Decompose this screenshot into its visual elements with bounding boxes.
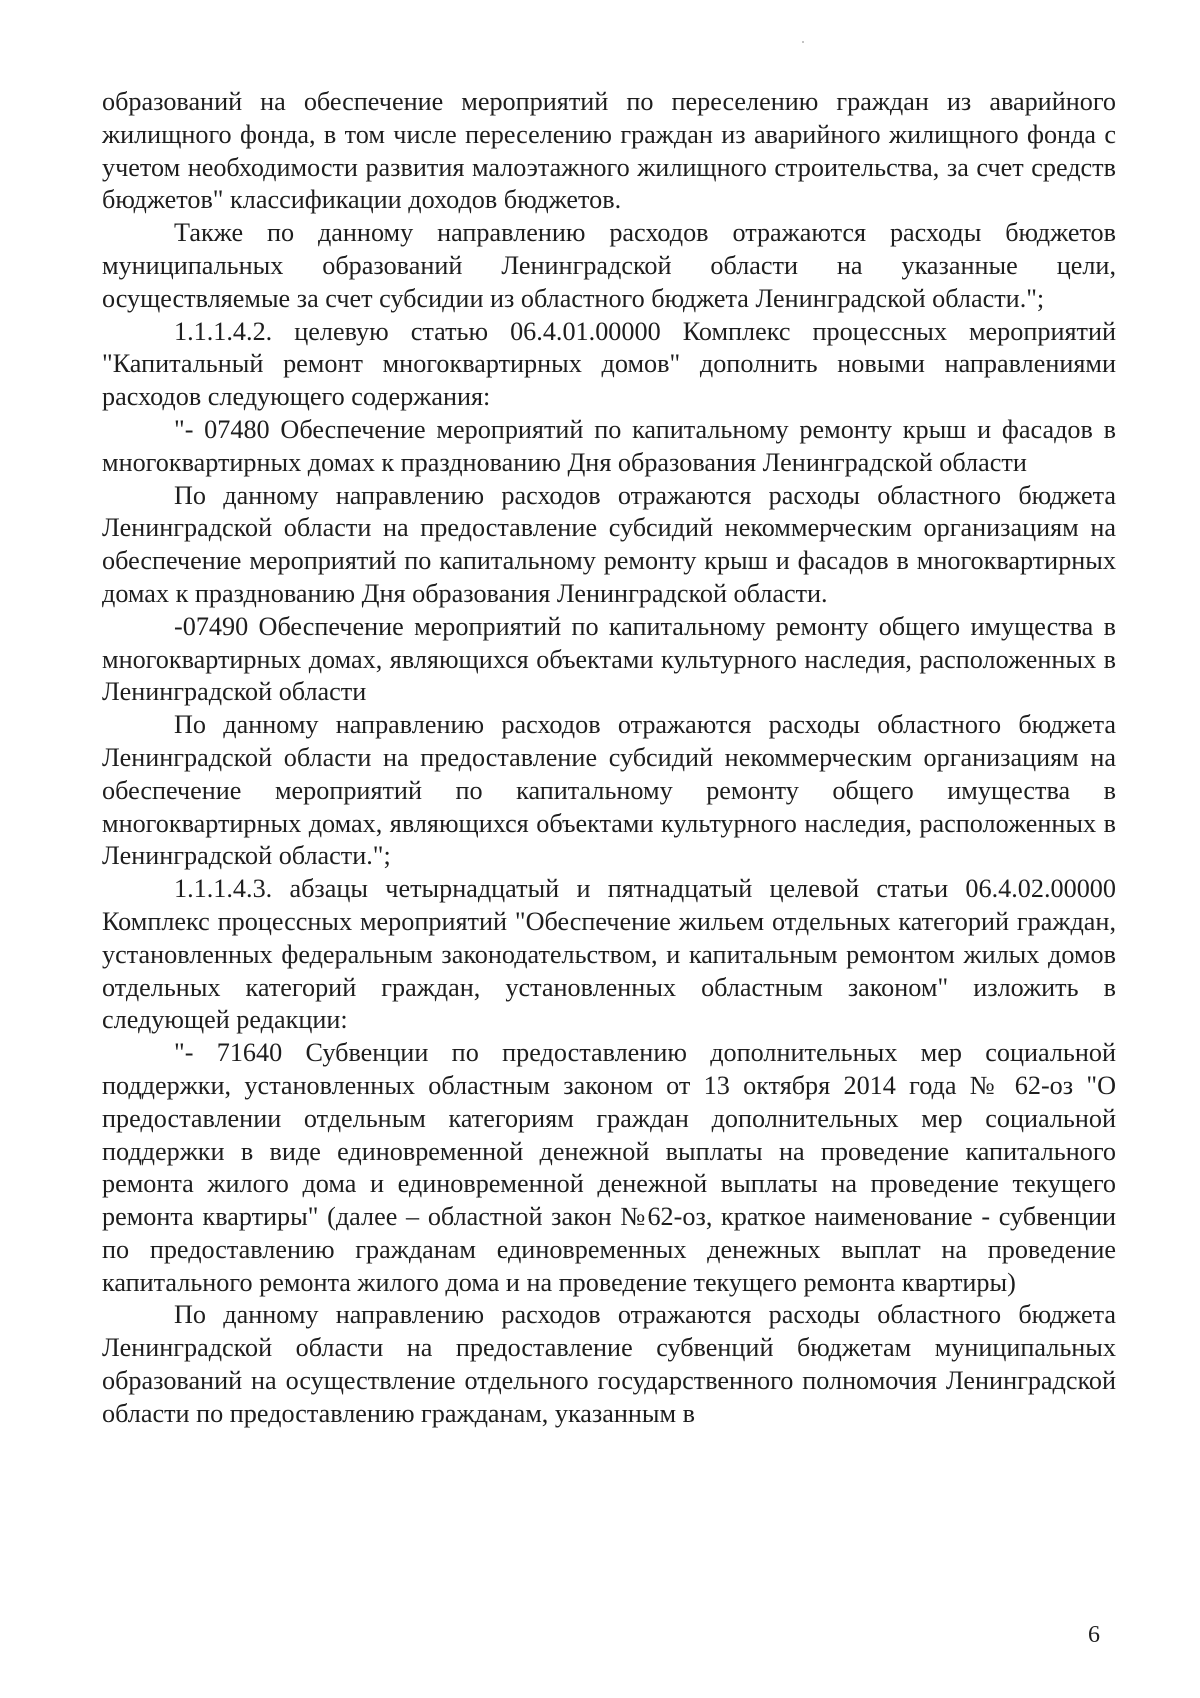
paragraph-3: 1.1.1.4.2. целевую статью 06.4.01.00000 Комплекс процессных мероприятий "Капитальный ремонт многоквартирных домов" дополнить новыми направлениями расходов следующего содержания:: [102, 316, 1116, 412]
paragraph-1: образований на обеспечение мероприятий по переселению граждан из аварийного жилищного фонда, в том числе переселению граждан из аварийного жилищного фонда с учетом необходимости развития малоэтажного жилищного строительства, за счет средств бюджетов" классификации доходов бюджетов.: [102, 87, 1116, 215]
paragraph-8: 1.1.1.4.3. абзацы четырнадцатый и пятнадцатый целевой статьи 06.4.02.00000 Комплекс процессных мероприятий "Обеспечение жильем отдельных категорий граждан, установленных федеральным законодательством, и капитальным ремонтом жилых домов отдельных категорий граждан, установленных областным законом" изложить в следующей редакции:: [102, 874, 1116, 1035]
paragraph-10: По данному направлению расходов отражаются расходы областного бюджета Ленинградской области на предоставление субвенций бюджетам муниципальных образований на осуществление отдельного государственного полномочия Ленинградской области по предоставлению гражданам, указанным в: [102, 1300, 1116, 1428]
paragraph-7: По данному направлению расходов отражаются расходы областного бюджета Ленинградской области на предоставление субсидий некоммерческим организациям на обеспечение мероприятий по капитальному ремонту общего имущества в многоквартирных домах, являющихся объектами культурного наследия, расположенных в Ленинградской области.";: [102, 710, 1116, 871]
paragraph-4: "- 07480 Обеспечение мероприятий по капитальному ремонту крыш и фасадов в многоквартирных домах к празднованию Дня образования Ленинградской области: [102, 414, 1116, 477]
scan-speck: [802, 41, 804, 43]
document-body: [102, 86, 1116, 1431]
paragraph-2: Также по данному направлению расходов отражаются расходы бюджетов муниципальных образований Ленинградской области на указанные цели, осуществляемые за счет субсидии из областного бюджета Ленинградской области.";: [102, 218, 1116, 313]
paragraph-9: "- 71640 Субвенции по предоставлению дополнительных мер социальной поддержки, установленных областным законом от 13 октября 2014 года № 62-оз "О предоставлении отдельным категориям граждан дополнительных мер социальной поддержки в виде единовременной денежной выплаты на проведение капитального ремонта жилого дома и единовременной денежной выплаты на проведение текущего ремонта квартиры" (далее – областной закон №62-оз, краткое наименование - субвенции по предоставлению гражданам единовременных денежных выплат на проведение капитального ремонта жилого дома и на проведение текущего ремонта квартиры): [102, 1038, 1116, 1297]
paragraph-6: -07490 Обеспечение мероприятий по капитальному ремонту общего имущества в многоквартирных домах, являющихся объектами культурного наследия, расположенных в Ленинградской области: [102, 611, 1116, 707]
paragraph-5: По данному направлению расходов отражаются расходы областного бюджета Ленинградской области на предоставление субсидий некоммерческим организациям на обеспечение мероприятий по капитальному ремонту крыш и фасадов в многоквартирных домах к празднованию Дня образования Ленинградской области.: [102, 480, 1116, 608]
page-number: 6: [1088, 1622, 1100, 1648]
